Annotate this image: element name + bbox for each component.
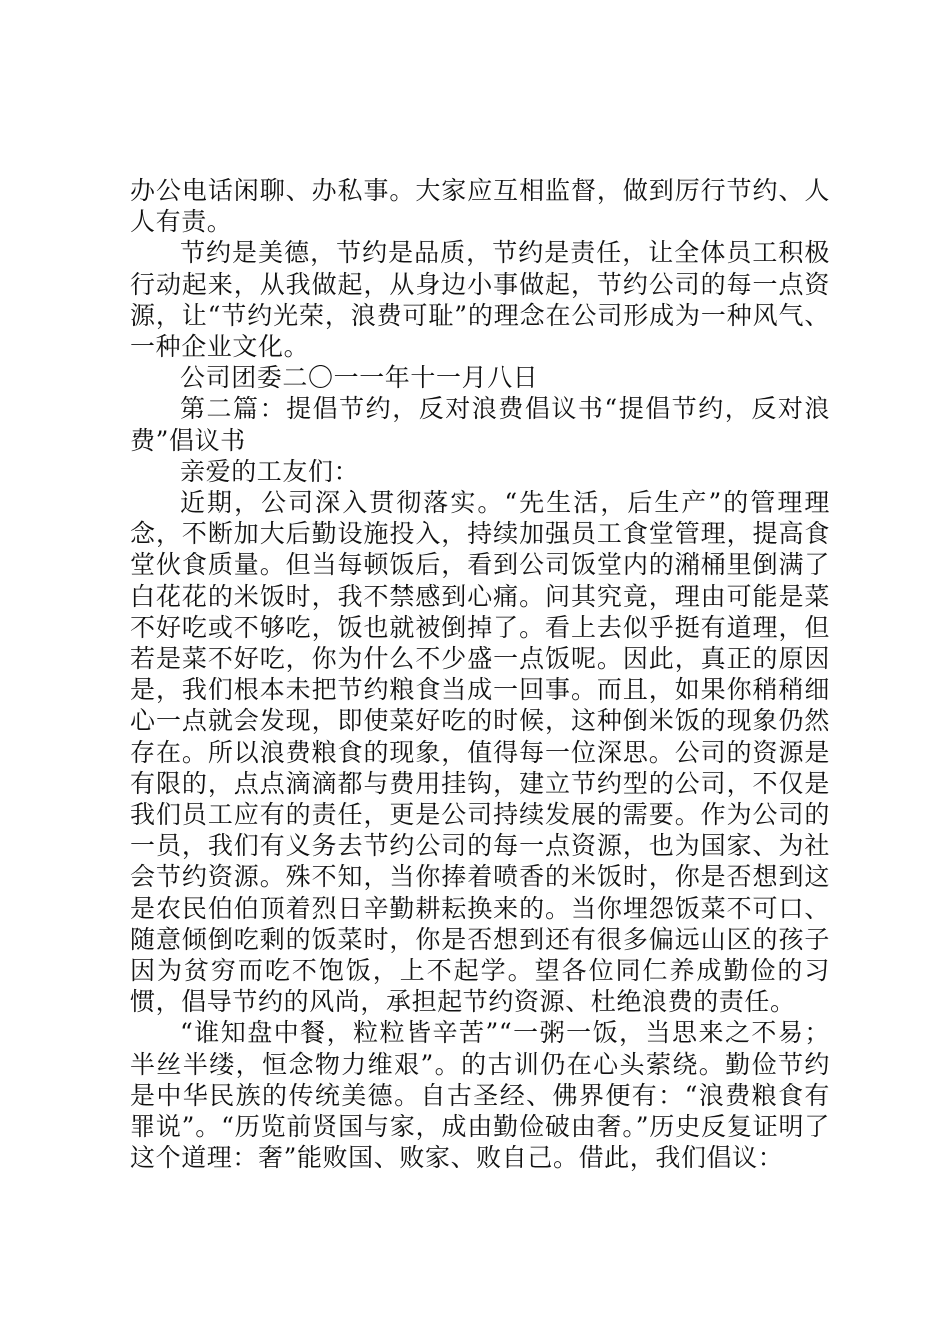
document-body: [130, 175, 830, 1174]
salutation: 亲爱的工友们：: [180, 456, 360, 486]
paragraph-thrift-virtue: 节约是美德，节约是品质，节约是责任，让全体员工积极行动起来，从我做起，从身边小事做起，节约公司的每一点资源，让“节约光荣，浪费可耻”的理念在公司形成为一种风气、一种企业文化。: [130, 238, 830, 362]
paragraph-recent-situation: 近期，公司深入贯彻落实。“先生活，后生产”的管理理念，不断加大后勤设施投入，持续加强员工食堂管理，提高食堂伙食质量。但当每顿饭后，看到公司饭堂内的潲桶里倒满了白花花的米饭时，我不禁感到心痛。问其究竟，理由可能是菜不好吃或不够吃，饭也就被倒掉了。看上去似乎挺有道理，但若是菜不好吃，你为什么不少盛一点饭呢。因此，真正的原因是，我们根本未把节约粮食当成一回事。而且，如果你稍稍细心一点就会发现，即使菜好吃的时候，这种倒米饭的现象仍然存在。所以浪费粮食的现象，值得每一位深思。公司的资源是有限的，点点滴滴都与费用挂钩，建立节约型的公司，不仅是我们员工应有的责任，更是公司持续发展的需要。作为公司的一员，我们有义务去节约公司的每一点资源，也为国家、为社会节约资源。殊不知，当你捧着喷香的米饭时，你是否想到这是农民伯伯顶着烈日辛勤耕耘换来的。当你埋怨饭菜不可口、随意倾倒吃剩的饭菜时，你是否想到还有很多偏远山区的孩子因为贫穷而吃不饱饭，上不起学。望各位同仁养成勤俭的习惯，倡导节约的风尚，承担起节约资源、杜绝浪费的责任。: [130, 488, 830, 1017]
section-heading: 第二篇：提倡节约，反对浪费倡议书“提倡节约，反对浪费”倡议书: [130, 394, 830, 455]
paragraph-signature-date: 公司团委二〇一一年十一月八日: [180, 363, 539, 393]
paragraph-continuation: 办公电话闲聊、办私事。大家应互相监督，做到厉行节约、人人有责。: [130, 176, 830, 237]
paragraph-ancient-proverb: “谁知盘中餐，粒粒皆辛苦”“一粥一饭，当思来之不易；半丝半缕，恒念物力维艰”。的古训仍在心头萦绕。勤俭节约是中华民族的传统美德。自古圣经、佛界便有：“浪费粮食有罪说”。“历览前贤国与家，成由勤俭破由奢。”历史反复证明了这个道理：奢”能败国、败家、败自己。借此，我们倡议：: [130, 1018, 830, 1173]
